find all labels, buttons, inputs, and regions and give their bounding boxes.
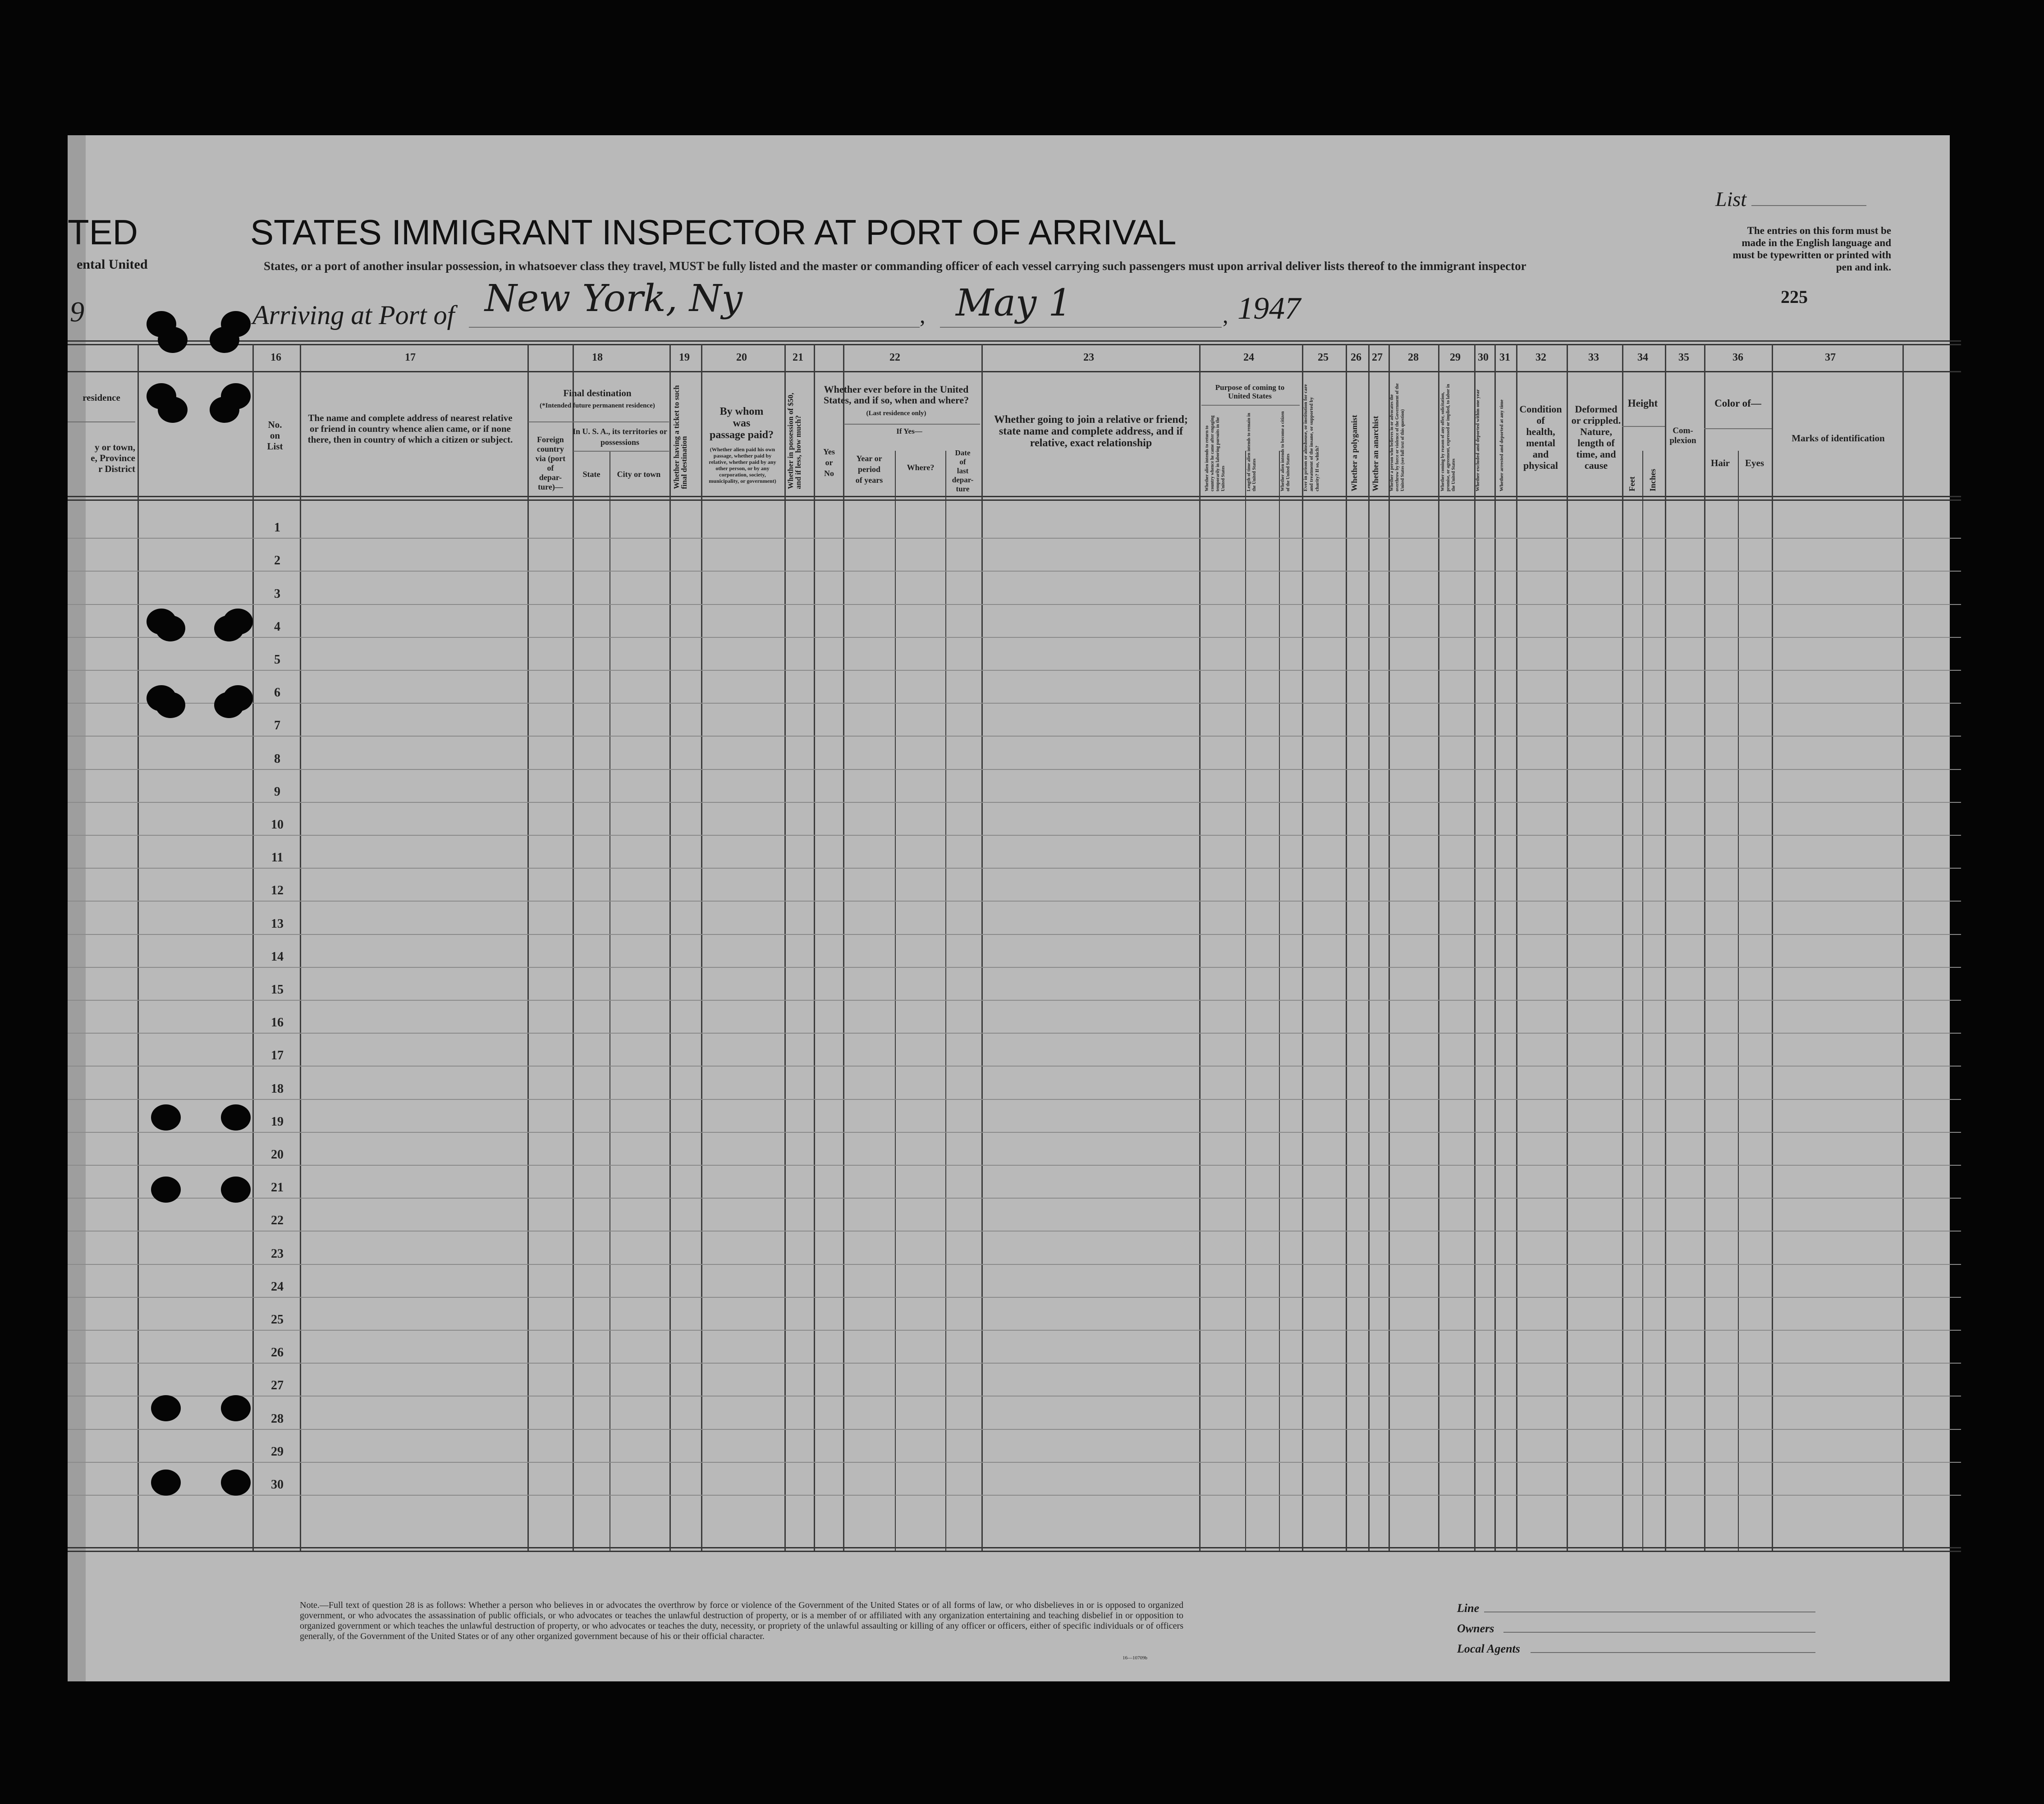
column-number: 19 bbox=[679, 352, 690, 363]
column-number: 26 bbox=[1351, 352, 1361, 363]
local-agents-underline bbox=[1531, 1652, 1815, 1653]
col-36-color-of: Color of— bbox=[1714, 398, 1761, 409]
column-number: 30 bbox=[1478, 352, 1489, 363]
row-line bbox=[68, 1000, 1961, 1001]
row-line bbox=[68, 604, 1961, 605]
col-residence-sub: y or town, e, Province r District bbox=[91, 442, 135, 474]
comma-1: , bbox=[920, 302, 926, 328]
left-line2-fragment: ental United bbox=[77, 257, 148, 272]
col-36-hair: Hair bbox=[1711, 458, 1730, 468]
col-residence-heading: residence bbox=[82, 392, 120, 403]
column-number: 34 bbox=[1637, 352, 1648, 363]
column-line bbox=[784, 344, 786, 1551]
table-bottom-rule-2 bbox=[68, 1551, 1961, 1552]
row-number: 26 bbox=[271, 1346, 284, 1360]
punch-hole bbox=[210, 327, 239, 353]
column-number-rule bbox=[68, 371, 1961, 372]
row-line bbox=[68, 868, 1961, 869]
col-36-eyes: Eyes bbox=[1745, 458, 1764, 468]
row-line bbox=[68, 1198, 1961, 1199]
col-21-fifty-dollars: Whether in possession of $50, and if less, how much? bbox=[786, 393, 802, 489]
column-line bbox=[1389, 344, 1390, 1551]
line-label: Line bbox=[1457, 1602, 1480, 1615]
row-line bbox=[68, 538, 1961, 539]
row-number: 29 bbox=[271, 1445, 284, 1459]
column-number: 25 bbox=[1318, 352, 1329, 363]
row-number: 20 bbox=[271, 1148, 284, 1162]
table-top-border-2 bbox=[68, 344, 1961, 345]
col-22-note: (Last residence only) bbox=[866, 410, 926, 417]
year-handwritten: 1947 bbox=[1237, 291, 1301, 326]
column-line bbox=[1494, 344, 1496, 1551]
row-line bbox=[68, 637, 1961, 638]
column-line bbox=[1567, 344, 1568, 1551]
col-32-health: Condition of health, mental and physical bbox=[1519, 403, 1562, 471]
date-underline bbox=[940, 327, 1222, 328]
col-34-inches: Inches bbox=[1648, 468, 1657, 491]
row-number: 1 bbox=[274, 521, 280, 535]
col-22-where: Where? bbox=[907, 463, 935, 472]
row-number: 21 bbox=[271, 1181, 284, 1195]
owners-underline bbox=[1503, 1632, 1815, 1633]
row-line bbox=[68, 802, 1961, 803]
form-instructions: The entries on this form must be made in the English language and must be typewritten or printed with pen and ink. bbox=[1732, 225, 1891, 273]
col-22-title: Whether ever before in the United States, and if so, when and where? bbox=[823, 384, 969, 406]
column-number: 27 bbox=[1372, 352, 1383, 363]
col-18-city: City or town bbox=[617, 470, 661, 479]
column-line bbox=[895, 451, 896, 1551]
column-line bbox=[945, 451, 946, 1551]
column-line bbox=[1302, 344, 1303, 1551]
col-18-foreign-country: Foreign country via (port of depar- ture)— bbox=[535, 435, 566, 491]
date-handwritten: May 1 bbox=[956, 282, 1072, 325]
row-number: 3 bbox=[274, 587, 280, 601]
column-number: 17 bbox=[405, 352, 416, 363]
left-binding-strip bbox=[68, 135, 86, 1681]
column-line bbox=[981, 344, 983, 1551]
owners-label: Owners bbox=[1457, 1622, 1494, 1635]
column-line bbox=[1199, 344, 1201, 1551]
col-17-nearest-relative: The name and complete address of nearest relative or friend in country whence alien came, or if none there, then in country of which a citizen or subject. bbox=[307, 412, 513, 445]
row-line bbox=[68, 769, 1961, 770]
column-line bbox=[573, 344, 574, 1551]
row-number: 16 bbox=[271, 1016, 284, 1030]
column-line bbox=[527, 344, 529, 1551]
col-27-anarchist: Whether an anarchist bbox=[1371, 416, 1380, 491]
column-line bbox=[1516, 344, 1517, 1551]
residence-rule bbox=[68, 421, 135, 422]
col-34-rule bbox=[1622, 426, 1665, 427]
column-number: 29 bbox=[1450, 352, 1461, 363]
punch-hole bbox=[210, 397, 239, 423]
row-number: 11 bbox=[271, 851, 284, 865]
row-line bbox=[68, 901, 1961, 902]
column-line bbox=[1704, 344, 1705, 1551]
page-title: STATES IMMIGRANT INSPECTOR AT PORT OF ARRIVAL bbox=[250, 212, 1177, 252]
row-line bbox=[68, 1297, 1961, 1298]
comma-2: , bbox=[1223, 302, 1228, 328]
column-line bbox=[1346, 344, 1347, 1551]
row-number: 2 bbox=[274, 554, 280, 568]
column-number: 21 bbox=[793, 352, 803, 363]
column-line bbox=[1368, 344, 1370, 1551]
column-line bbox=[814, 344, 815, 1551]
immigration-manifest-page bbox=[68, 135, 1950, 1681]
table-bottom-rule bbox=[68, 1547, 1961, 1548]
column-number: 23 bbox=[1083, 352, 1094, 363]
col-20-note: (Whether alien paid his own passage, whether paid by relative, whether paid by any other person, or by any corporation, society, municipality, or government) bbox=[709, 446, 776, 484]
punch-hole bbox=[151, 1104, 181, 1131]
column-line bbox=[1438, 344, 1439, 1551]
col-28-overthrow: Whether a person who believes in or advocates the overthrow by force or violence of the Government of the United States (see full text of this question) bbox=[1389, 383, 1405, 491]
row-number: 4 bbox=[274, 620, 280, 634]
column-line bbox=[137, 344, 139, 1551]
column-number: 22 bbox=[889, 352, 900, 363]
col-24-title: Purpose of coming to United States bbox=[1215, 383, 1285, 400]
row-line bbox=[68, 670, 1961, 671]
col-33-deformed: Deformed or crippled. Nature, length of time, and cause bbox=[1571, 403, 1621, 471]
row-number: 5 bbox=[274, 653, 280, 667]
row-number: 22 bbox=[271, 1213, 284, 1227]
local-agents-label: Local Agents bbox=[1457, 1642, 1520, 1655]
row-number: 28 bbox=[271, 1412, 284, 1426]
punch-hole bbox=[221, 1470, 251, 1496]
punch-hole bbox=[156, 692, 185, 718]
row-line bbox=[68, 1165, 1961, 1166]
col-37-marks: Marks of identification bbox=[1792, 433, 1885, 444]
row-line bbox=[68, 1462, 1961, 1463]
col-24-return: Whether alien intends to return to country whence he came after engaging temporarily in laboring pursuits in the United States bbox=[1205, 415, 1226, 491]
column-number: 28 bbox=[1408, 352, 1419, 363]
punch-hole bbox=[158, 397, 188, 423]
column-number: 36 bbox=[1732, 352, 1743, 363]
row-line bbox=[68, 703, 1961, 704]
punch-hole bbox=[151, 1177, 181, 1203]
column-number: 32 bbox=[1535, 352, 1546, 363]
column-line bbox=[669, 344, 671, 1551]
list-underline bbox=[1751, 205, 1866, 206]
col-18-note: (*Intended future permanent residence) bbox=[540, 402, 655, 409]
col-22-period: Year or period of years bbox=[855, 454, 883, 485]
row-line bbox=[68, 1231, 1961, 1232]
col-18-title: Final destination bbox=[563, 388, 632, 398]
row-line bbox=[68, 1066, 1961, 1067]
footer-form-code: 16—10709b bbox=[1123, 1655, 1147, 1661]
row-line bbox=[68, 934, 1961, 935]
row-number: 9 bbox=[274, 785, 280, 799]
row-number: 12 bbox=[271, 884, 284, 897]
row-number: 23 bbox=[271, 1247, 284, 1261]
column-number: 37 bbox=[1825, 352, 1836, 363]
col-35-complexion: Com- plexion bbox=[1669, 426, 1696, 445]
row-line bbox=[68, 1132, 1961, 1133]
column-line bbox=[843, 344, 844, 1551]
column-line bbox=[1622, 344, 1623, 1551]
col-18-usa-rule bbox=[573, 451, 669, 452]
row-number: 10 bbox=[271, 818, 284, 832]
column-line bbox=[1245, 451, 1246, 1551]
port-underline bbox=[469, 327, 920, 328]
col-22-last-departure: Date of last depar- ture bbox=[952, 449, 974, 493]
punch-hole bbox=[151, 1470, 181, 1496]
row-line bbox=[68, 1429, 1961, 1430]
column-number: 24 bbox=[1243, 352, 1254, 363]
column-line bbox=[1665, 344, 1666, 1551]
title-left-fragment: TED bbox=[68, 212, 138, 252]
sheet-number: 225 bbox=[1781, 287, 1808, 307]
column-line bbox=[1738, 451, 1739, 1551]
col-18-rule bbox=[528, 421, 669, 422]
col-24-length: Length of time alien intends to remain in the United States bbox=[1247, 413, 1257, 491]
row-number: 13 bbox=[271, 917, 284, 931]
punch-hole bbox=[158, 327, 188, 353]
port-handwritten: New York, Ny bbox=[485, 277, 742, 320]
col-23-join-relative: Whether going to join a relative or friend; state name and complete address, and if relative, exact relationship bbox=[994, 414, 1188, 449]
punch-hole bbox=[221, 1177, 251, 1203]
row-number: 25 bbox=[271, 1313, 284, 1327]
col-24-rule bbox=[1201, 405, 1300, 406]
column-line bbox=[1642, 451, 1643, 1551]
col-20-title: By whom was passage paid? bbox=[709, 406, 774, 441]
punch-hole bbox=[221, 1104, 251, 1131]
row-line bbox=[68, 736, 1961, 737]
punch-hole bbox=[151, 1395, 181, 1421]
header-bottom-rule bbox=[68, 496, 1961, 497]
column-number: 18 bbox=[592, 352, 603, 363]
column-number: 16 bbox=[270, 352, 281, 363]
row-number: 27 bbox=[271, 1378, 284, 1392]
row-line bbox=[68, 1495, 1961, 1496]
column-line bbox=[1474, 344, 1476, 1551]
col-30-excluded: Whether excluded and deported within one year bbox=[1475, 389, 1480, 491]
col-22-ifyes: If Yes— bbox=[896, 427, 922, 435]
footer-note: Note.—Full text of question 28 is as follows: Whether a person who believes in or advocates the overthrow by force or violence of the Government of the United States or of all forms of law, or who disbelieves in or is opposed to organized government, or who advocates the assassination of public officials, or who advocates or teaches the unlawful destruction of property, or is a member of or affiliated with any organization entertaining and teaching disbelief in or opposition to organized government or which teaches the unlawful destruction of property, or who advocates or teaches the duty, necessity, or propriety of the unlawful assaulting or killing of any officer or officers, either of specific individuals or of officers generally, of the Government of the United States or of any other organized government because of his or their official character. bbox=[300, 1600, 1183, 1641]
row-number: 7 bbox=[274, 719, 280, 733]
column-number: 35 bbox=[1678, 352, 1689, 363]
row-line bbox=[68, 1033, 1961, 1034]
list-label: List bbox=[1715, 188, 1747, 211]
punch-hole bbox=[221, 1395, 251, 1421]
col-22-rule bbox=[844, 424, 980, 425]
header-bottom-rule-2 bbox=[68, 499, 1961, 501]
column-line bbox=[701, 344, 702, 1551]
row-number: 18 bbox=[271, 1082, 284, 1096]
row-line bbox=[68, 835, 1961, 836]
col-no-on-list: No. on List bbox=[267, 419, 283, 452]
col-18-state: State bbox=[582, 470, 600, 479]
column-number: 33 bbox=[1588, 352, 1599, 363]
col-18-usa: In U. S. A., its territories or possessions bbox=[573, 427, 667, 447]
col-31-arrested: Whether arrested and deported at any time bbox=[1499, 399, 1504, 491]
row-number: 19 bbox=[271, 1115, 284, 1129]
row-number: 8 bbox=[274, 752, 280, 766]
column-line bbox=[1772, 344, 1773, 1551]
row-number: 17 bbox=[271, 1049, 284, 1062]
row-number: 6 bbox=[274, 686, 280, 700]
table-top-border bbox=[68, 340, 1961, 342]
left-line3-fragment: 9 bbox=[70, 296, 84, 328]
punch-hole bbox=[214, 692, 244, 718]
row-number: 14 bbox=[271, 950, 284, 964]
col-34-height: Height bbox=[1627, 398, 1658, 409]
row-line bbox=[68, 1330, 1961, 1331]
column-number: 31 bbox=[1499, 352, 1510, 363]
row-line bbox=[68, 571, 1961, 572]
row-line bbox=[68, 1099, 1961, 1100]
col-22-yes-no: Yes or No bbox=[823, 447, 835, 478]
arriving-label: Arriving at Port of bbox=[252, 300, 455, 330]
row-line bbox=[68, 1363, 1961, 1364]
col-29-offer: Whether coming by reason of any offer, solicitation, promise, or agreement, expressed or implied, to labor in the United States bbox=[1440, 384, 1456, 491]
column-line bbox=[1902, 344, 1904, 1551]
col-36-rule bbox=[1704, 428, 1772, 429]
col-25-prison: Ever in prison or almshouse, or institution for care and treatment of the insane, or supported by charity? If so, which? bbox=[1303, 384, 1320, 491]
column-number: 20 bbox=[736, 352, 747, 363]
col-26-polygamist: Whether a polygamist bbox=[1350, 415, 1359, 491]
row-line bbox=[68, 1264, 1961, 1265]
col-24-citizen: Whether alien intends to become a citizen of the United States bbox=[1280, 411, 1291, 491]
punch-hole bbox=[156, 615, 185, 641]
col-19-ticket: Whether having a ticket to such final destination bbox=[672, 385, 688, 489]
subtitle: States, or a port of another insular possession, in whatsoever class they travel, MUST be fully listed and the master or commanding officer of each vessel carrying such passengers must upon arrival deliver lists thereof to the immigrant inspector bbox=[264, 259, 1526, 273]
col-34-feet: Feet bbox=[1627, 476, 1636, 491]
row-number: 24 bbox=[271, 1280, 284, 1294]
punch-hole bbox=[214, 615, 244, 641]
row-line bbox=[68, 967, 1961, 968]
column-line bbox=[1279, 451, 1280, 1551]
row-number: 15 bbox=[271, 983, 284, 997]
row-number: 30 bbox=[271, 1478, 284, 1492]
